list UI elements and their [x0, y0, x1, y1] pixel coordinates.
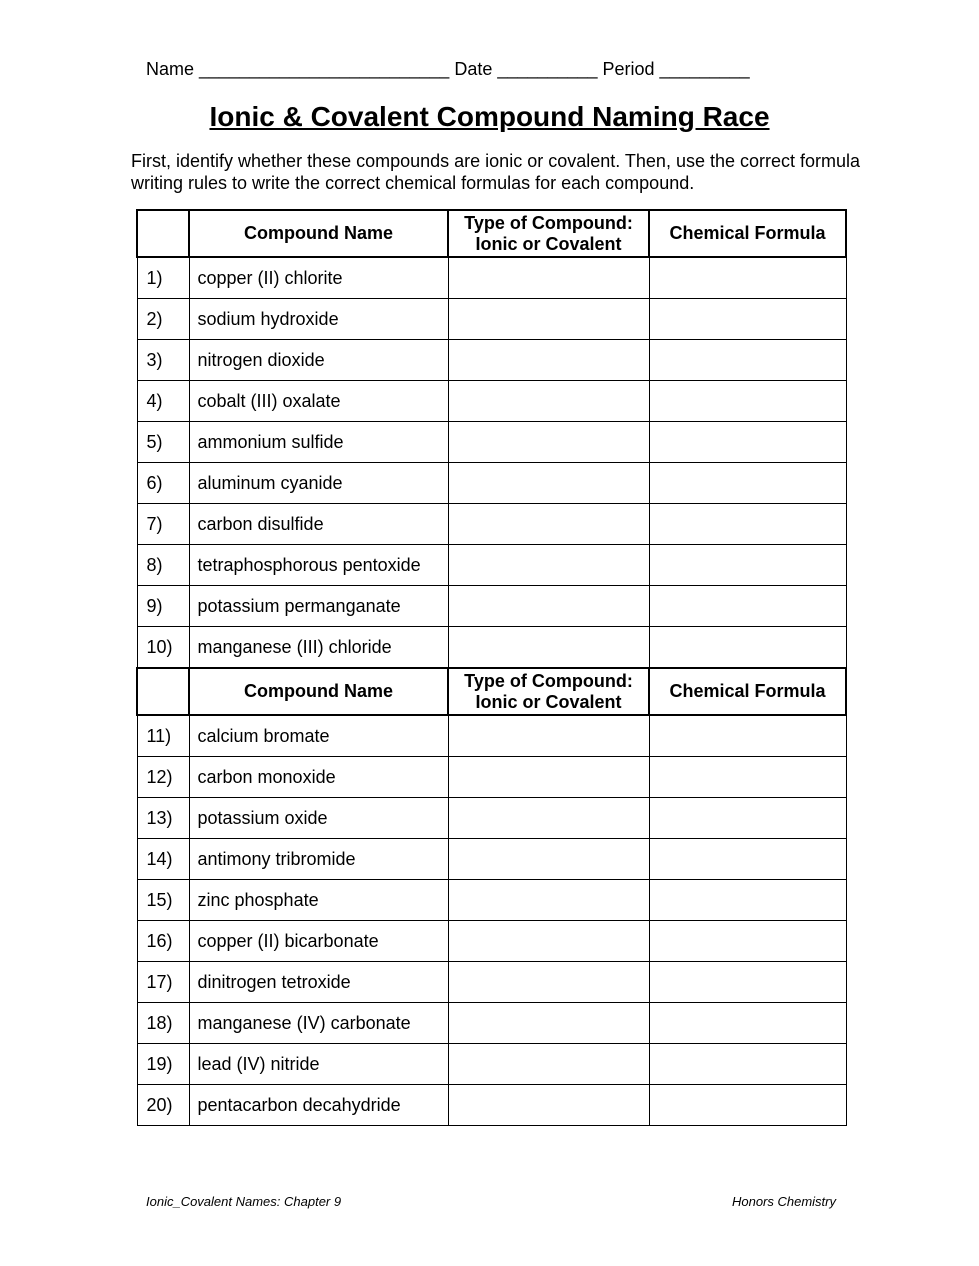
type-answer-cell[interactable]	[448, 257, 649, 299]
table-row	[137, 340, 846, 381]
table-row	[137, 545, 846, 586]
row-number: 2)	[137, 299, 189, 340]
table-row	[137, 627, 846, 669]
formula-answer-cell[interactable]	[649, 381, 846, 422]
type-answer-cell[interactable]	[448, 880, 649, 921]
type-answer-cell[interactable]	[448, 839, 649, 880]
date-field[interactable]: __________	[497, 59, 598, 79]
row-number: 6)	[137, 463, 189, 504]
row-number: 9)	[137, 586, 189, 627]
number-header	[137, 668, 189, 715]
row-number: 19)	[137, 1044, 189, 1085]
type-answer-cell[interactable]	[448, 504, 649, 545]
compound-name: lead (IV) nitride	[189, 1044, 448, 1085]
compound-name: carbon disulfide	[189, 504, 448, 545]
instructions: First, identify whether these compounds are ionic or covalent. Then, use the correct formula writing rules to write the correct chemical formulas for each compound.	[131, 151, 861, 193]
compound-name: potassium permanganate	[189, 586, 448, 627]
formula-answer-cell[interactable]	[649, 757, 846, 798]
formula-answer-cell[interactable]	[649, 340, 846, 381]
table-row	[137, 299, 846, 340]
compound-name: carbon monoxide	[189, 757, 448, 798]
type-header-line2: Ionic or Covalent	[475, 691, 622, 712]
page-title: Ionic & Covalent Compound Naming Race	[209, 101, 770, 132]
name-label: Name	[146, 59, 195, 79]
compound-name: copper (II) bicarbonate	[189, 921, 448, 962]
formula-answer-cell[interactable]	[649, 257, 846, 299]
compound-name: calcium bromate	[189, 715, 448, 757]
type-answer-cell[interactable]	[448, 715, 649, 757]
formula-answer-cell[interactable]	[649, 798, 846, 839]
number-header	[137, 210, 189, 257]
formula-answer-cell[interactable]	[649, 299, 846, 340]
table-row	[137, 257, 846, 299]
type-answer-cell[interactable]	[448, 340, 649, 381]
compound-name: ammonium sulfide	[189, 422, 448, 463]
formula-answer-cell[interactable]	[649, 880, 846, 921]
formula-answer-cell[interactable]	[649, 627, 846, 669]
date-label: Date	[454, 59, 493, 79]
formula-answer-cell[interactable]	[649, 1003, 846, 1044]
row-number: 15)	[137, 880, 189, 921]
name-field[interactable]: _________________________	[199, 59, 450, 79]
table-row	[137, 381, 846, 422]
compound-name: pentacarbon decahydride	[189, 1085, 448, 1126]
formula-answer-cell[interactable]	[649, 839, 846, 880]
table-header-row	[137, 668, 846, 715]
type-answer-cell[interactable]	[448, 299, 649, 340]
table-header-row	[137, 210, 846, 257]
period-label: Period	[602, 59, 655, 79]
table-row	[137, 1085, 846, 1126]
formula-header: Chemical Formula	[649, 210, 846, 257]
row-number: 17)	[137, 962, 189, 1003]
row-number: 16)	[137, 921, 189, 962]
type-answer-cell[interactable]	[448, 1044, 649, 1085]
type-header-line2: Ionic or Covalent	[475, 233, 622, 254]
table-row	[137, 962, 846, 1003]
type-answer-cell[interactable]	[448, 463, 649, 504]
table-row	[137, 1044, 846, 1085]
row-number: 12)	[137, 757, 189, 798]
compound-name: sodium hydroxide	[189, 299, 448, 340]
row-number: 7)	[137, 504, 189, 545]
type-header	[448, 668, 649, 715]
row-number: 1)	[137, 257, 189, 299]
type-header-line1: Type of Compound:	[464, 212, 633, 233]
table-row	[137, 463, 846, 504]
table-row	[137, 880, 846, 921]
formula-answer-cell[interactable]	[649, 545, 846, 586]
formula-answer-cell[interactable]	[649, 463, 846, 504]
table-row	[137, 504, 846, 545]
type-answer-cell[interactable]	[448, 545, 649, 586]
formula-answer-cell[interactable]	[649, 1044, 846, 1085]
type-header-line1: Type of Compound:	[464, 670, 633, 691]
compound-table-body	[137, 210, 846, 1126]
footer-right: Honors Chemistry	[731, 1194, 836, 1209]
row-number: 14)	[137, 839, 189, 880]
type-answer-cell[interactable]	[448, 381, 649, 422]
formula-answer-cell[interactable]	[649, 1085, 846, 1126]
compound-name: cobalt (III) oxalate	[189, 381, 448, 422]
formula-answer-cell[interactable]	[649, 422, 846, 463]
type-answer-cell[interactable]	[448, 921, 649, 962]
table-row	[137, 422, 846, 463]
table-row	[137, 715, 846, 757]
compound-name-header: Compound Name	[189, 668, 448, 715]
row-number: 10)	[137, 627, 189, 669]
table-row	[137, 921, 846, 962]
formula-answer-cell[interactable]	[649, 715, 846, 757]
student-info-line	[146, 59, 750, 80]
table-row	[137, 586, 846, 627]
compound-name-header: Compound Name	[189, 210, 448, 257]
row-number: 3)	[137, 340, 189, 381]
footer-left: Ionic_Covalent Names: Chapter 9	[146, 1194, 342, 1209]
type-answer-cell[interactable]	[448, 586, 649, 627]
compound-name: zinc phosphate	[189, 880, 448, 921]
type-answer-cell[interactable]	[448, 1085, 649, 1126]
row-number: 4)	[137, 381, 189, 422]
table-row	[137, 839, 846, 880]
row-number: 18)	[137, 1003, 189, 1044]
compound-table	[136, 209, 847, 1126]
row-number: 5)	[137, 422, 189, 463]
type-answer-cell[interactable]	[448, 798, 649, 839]
compound-name: aluminum cyanide	[189, 463, 448, 504]
compound-name: potassium oxide	[189, 798, 448, 839]
compound-name: tetraphosphorous pentoxide	[189, 545, 448, 586]
compound-name: dinitrogen tetroxide	[189, 962, 448, 1003]
type-answer-cell[interactable]	[448, 962, 649, 1003]
row-number: 13)	[137, 798, 189, 839]
table-row	[137, 1003, 846, 1044]
formula-answer-cell[interactable]	[649, 921, 846, 962]
formula-answer-cell[interactable]	[649, 504, 846, 545]
formula-answer-cell[interactable]	[649, 586, 846, 627]
formula-answer-cell[interactable]	[649, 962, 846, 1003]
table-row	[137, 798, 846, 839]
table-row	[137, 757, 846, 798]
compound-name: manganese (IV) carbonate	[189, 1003, 448, 1044]
compound-name: copper (II) chlorite	[189, 257, 448, 299]
type-answer-cell[interactable]	[448, 757, 649, 798]
row-number: 20)	[137, 1085, 189, 1126]
compound-name: antimony tribromide	[189, 839, 448, 880]
formula-header: Chemical Formula	[649, 668, 846, 715]
type-answer-cell[interactable]	[448, 1003, 649, 1044]
type-answer-cell[interactable]	[448, 422, 649, 463]
type-answer-cell[interactable]	[448, 627, 649, 669]
row-number: 11)	[137, 715, 189, 757]
period-field[interactable]: _________	[659, 59, 750, 79]
compound-name: manganese (III) chloride	[189, 627, 448, 669]
row-number: 8)	[137, 545, 189, 586]
type-header	[448, 210, 649, 257]
compound-name: nitrogen dioxide	[189, 340, 448, 381]
